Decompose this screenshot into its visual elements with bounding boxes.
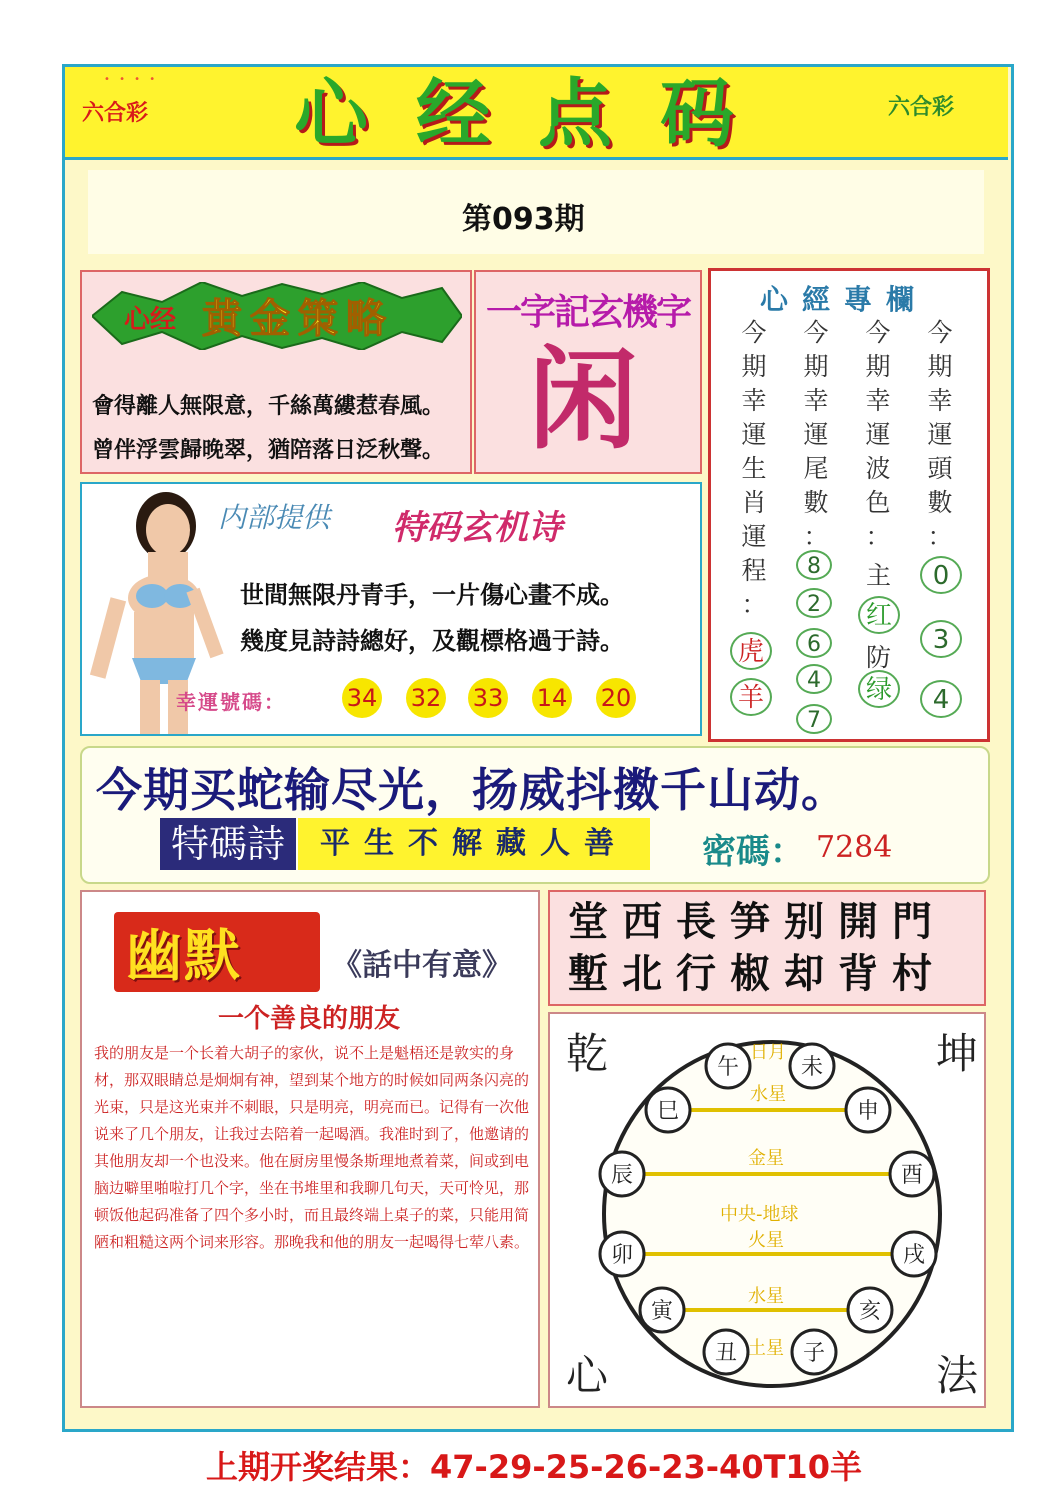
- password-label: 密碼：: [702, 832, 804, 872]
- planet-label: 日月: [750, 1042, 786, 1063]
- planet-label: 水星: [748, 1286, 784, 1307]
- col0-char: 生: [741, 454, 767, 483]
- logo-dots: • • • •: [104, 74, 159, 85]
- branch-label: 酉: [900, 1163, 924, 1188]
- zodiac-value: 虎: [730, 632, 772, 670]
- col2-char: 今: [865, 318, 891, 347]
- lucky-ball: 34: [342, 678, 382, 718]
- col3-char: 運: [927, 420, 953, 449]
- last-result: 上期开奖结果：47-29-25-26-23-40T10羊: [206, 1448, 862, 1486]
- col1-char: 期: [803, 352, 829, 381]
- col2-char: 期: [865, 352, 891, 381]
- branch-label: 辰: [610, 1163, 634, 1188]
- password-value: 7284: [816, 830, 893, 865]
- humor-subtitle: 《話中有意》: [332, 948, 512, 983]
- lucky-ball: 20: [596, 678, 636, 718]
- zodiac-value: 羊: [730, 678, 772, 716]
- tema-text: 平生不解藏人善: [298, 818, 650, 870]
- column-zodiac: [734, 316, 774, 622]
- col1-char: 今: [803, 318, 829, 347]
- head-value: 3: [920, 620, 962, 658]
- col1-char: 尾: [803, 454, 829, 483]
- column-tail: [796, 316, 836, 554]
- riddle-chars: [568, 896, 946, 1000]
- internal-label: 内部提供: [218, 501, 331, 534]
- col0-char: 今: [741, 318, 767, 347]
- col0-char: 肖: [741, 488, 767, 517]
- branch-label: 戌: [902, 1243, 926, 1268]
- yizi-title: 一字記玄機字: [486, 292, 691, 333]
- col3-char: 期: [927, 352, 953, 381]
- tail-value: 2: [796, 588, 832, 618]
- golden-banner-right: 黄金策略: [202, 296, 394, 342]
- col0-char: 程: [741, 556, 767, 585]
- star-banner-icon: [92, 282, 462, 350]
- branch-label: 子: [802, 1341, 826, 1366]
- wave-value: 绿: [858, 670, 900, 708]
- col3-char: 數: [927, 488, 953, 517]
- planet-label: 中央-地球: [720, 1204, 799, 1225]
- col2-char: 色: [865, 488, 891, 517]
- humor-story-text: 我的朋友是一个长着大胡子的家伙，说不上是魁梧还是敦实的身材，那双眼睛总是炯炯有神，望到某个地方的时候如同两条闪亮的光束，只是这光束并不刺眼，只是明亮，明亮而已。记得有一次他说来了几个朋友，让我过去陪着一起喝酒。我准时到了，他邀请的其他朋友却一个也没来。他在厨房里慢条斯理地煮着菜，间或到电脑边噼里啪啦打几个字，坐在书堆里和我聊几句天，天可怜见，那顿饭他起码准备了四个多小时，而且最终端上桌子的菜，只能用简陋和粗糙这两个词来形容。那晚我和他的朋友一起喝得七荤八素。: [94, 1044, 530, 1251]
- golden-poem: [92, 384, 444, 472]
- col2-char: 波: [865, 454, 891, 483]
- col0-char: ：: [741, 590, 767, 619]
- col0-char: 運: [741, 420, 767, 449]
- column-title: 心經專欄: [760, 283, 929, 316]
- zodiac-diagram: [550, 1014, 984, 1406]
- col0-char: 幸: [741, 386, 767, 415]
- branch-label: 午: [716, 1055, 740, 1080]
- col0-char: 運: [741, 522, 767, 551]
- wave-fang-label: 防: [866, 643, 892, 672]
- tema-poem-line-2: 幾度見詩詩總好，及觀標格過于詩。: [240, 626, 624, 655]
- branch-label: 申: [856, 1099, 880, 1124]
- humor-logo: 幽默: [126, 924, 242, 989]
- col2-char: 運: [865, 420, 891, 449]
- golden-poem-line-2: 曾伴浮雲歸晚翠，猶陪落日泛秋聲。: [92, 437, 445, 463]
- lucky-ball: 14: [532, 678, 572, 718]
- head-value: 4: [920, 680, 962, 718]
- planet-label: 土星: [748, 1338, 784, 1359]
- col1-char: ：: [803, 522, 829, 551]
- planet-label: 水星: [750, 1084, 786, 1105]
- golden-banner-left: 心经: [124, 305, 177, 335]
- wave-value: 红: [858, 596, 900, 634]
- branch-label: 丑: [714, 1341, 738, 1366]
- branch-label: 巳: [656, 1099, 680, 1124]
- col2-char: ：: [865, 522, 891, 551]
- tail-value: 8: [796, 550, 832, 580]
- main-title: 心经点码: [294, 71, 782, 157]
- corner-xin: 心: [566, 1351, 609, 1400]
- tail-value: 7: [796, 704, 832, 734]
- col0-char: 期: [741, 352, 767, 381]
- poem-title: 特码玄机诗: [392, 508, 562, 548]
- col1-char: 運: [803, 420, 829, 449]
- riddle-row-2: 塹北行椒却背村: [568, 950, 946, 997]
- branch-label: 未: [800, 1055, 824, 1080]
- corner-kun: 坤: [936, 1029, 979, 1078]
- lucky-ball: 32: [406, 678, 446, 718]
- tema-poem-line-1: 世間無限丹青手，一片傷心畫不成。: [240, 580, 624, 609]
- lucky-ball: 33: [468, 678, 508, 718]
- tail-value: 4: [796, 664, 832, 694]
- golden-poem-line-1: 會得離人無限意，千絲萬縷惹春風。: [92, 393, 445, 419]
- col3-char: ：: [927, 522, 953, 551]
- column-head: [920, 316, 960, 554]
- yizi-char: 闲: [528, 336, 638, 464]
- planet-label: 金星: [748, 1148, 784, 1169]
- branch-label: 卯: [610, 1243, 634, 1268]
- logo-left: 六合彩: [82, 101, 149, 126]
- planet-label: 火星: [748, 1230, 784, 1251]
- col1-char: 數: [803, 488, 829, 517]
- head-value: 0: [920, 556, 962, 594]
- wave-main-label: 主: [866, 561, 892, 590]
- col3-char: 今: [927, 318, 953, 347]
- tail-value: 6: [796, 628, 832, 658]
- col1-char: 幸: [803, 386, 829, 415]
- tema-label: 特碼詩: [160, 818, 296, 870]
- col2-char: 幸: [865, 386, 891, 415]
- column-wave: [858, 316, 898, 554]
- logo-right: 六合彩: [888, 95, 955, 120]
- corner-qian: 乾: [566, 1029, 609, 1078]
- slogan-text: 今期买蛇输尽光，扬威抖擞千山动。: [96, 763, 848, 817]
- corner-fa: 法: [936, 1351, 979, 1400]
- branch-label: 亥: [858, 1299, 882, 1324]
- lucky-label: 幸運號碼：: [176, 690, 286, 714]
- riddle-row-1: 堂西長笋别開門: [568, 898, 946, 945]
- col3-char: 頭: [927, 454, 953, 483]
- humor-story-title: 一个善良的朋友: [218, 1004, 401, 1034]
- issue-number: 第093期: [462, 202, 585, 237]
- branch-label: 寅: [650, 1299, 674, 1324]
- tema-poem: [240, 572, 624, 664]
- col3-char: 幸: [927, 386, 953, 415]
